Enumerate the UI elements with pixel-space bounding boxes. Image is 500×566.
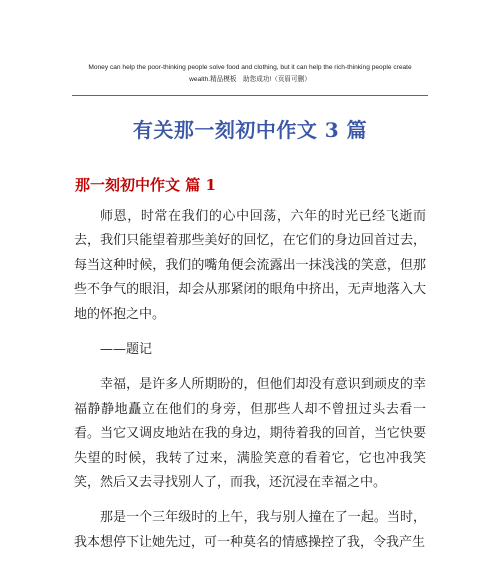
paragraph-4: 那是一个三年级时的上午，我与别人撞在了一起。当时，我本想停下让她先过，可一种莫名的情感操控了我，令我产生 xyxy=(74,510,426,550)
section-title: 那一刻初中作文 篇 1 xyxy=(75,176,216,194)
header-line-1: Money can help the poor-thinking people solve food and clothing, but it can help the rich-thinking people create xyxy=(88,64,412,71)
paragraph-2: ——题记 xyxy=(100,342,153,358)
paragraph-1: 师恩，时常在我们的心中回荡，六年的时光已经飞逝而去，我们只能望着那些美好的回忆，在它们的身边回首过去，每当这种时候，我们的嘴角便会流露出一抹浅浅的笑意，但那些不争气的眼泪，却会从那紧闭的眼角中挤出，无声地落入大地的怀抱之中。 xyxy=(74,209,426,322)
header-divider xyxy=(72,95,428,96)
document-title: 有关那一刻初中作文 3 篇 xyxy=(132,118,368,142)
page-header xyxy=(70,62,430,86)
document-body xyxy=(74,205,426,566)
paragraph-3: 幸福，是许多人所期盼的，但他们却没有意识到顽皮的幸福静静地矗立在他们的身旁，但那些人却不曾扭过头去看一看。当它又调皮地站在我的身边，期待着我的回首，当它快要失望的时候，我转了过来，满脸笑意的看着它，它也冲我笑笑，然后又去寻找别人了，而我，还沉浸在幸福之中。 xyxy=(74,377,426,491)
header-line-2: wealth.精品模板 助您成功!（页眉可删） xyxy=(189,76,311,83)
